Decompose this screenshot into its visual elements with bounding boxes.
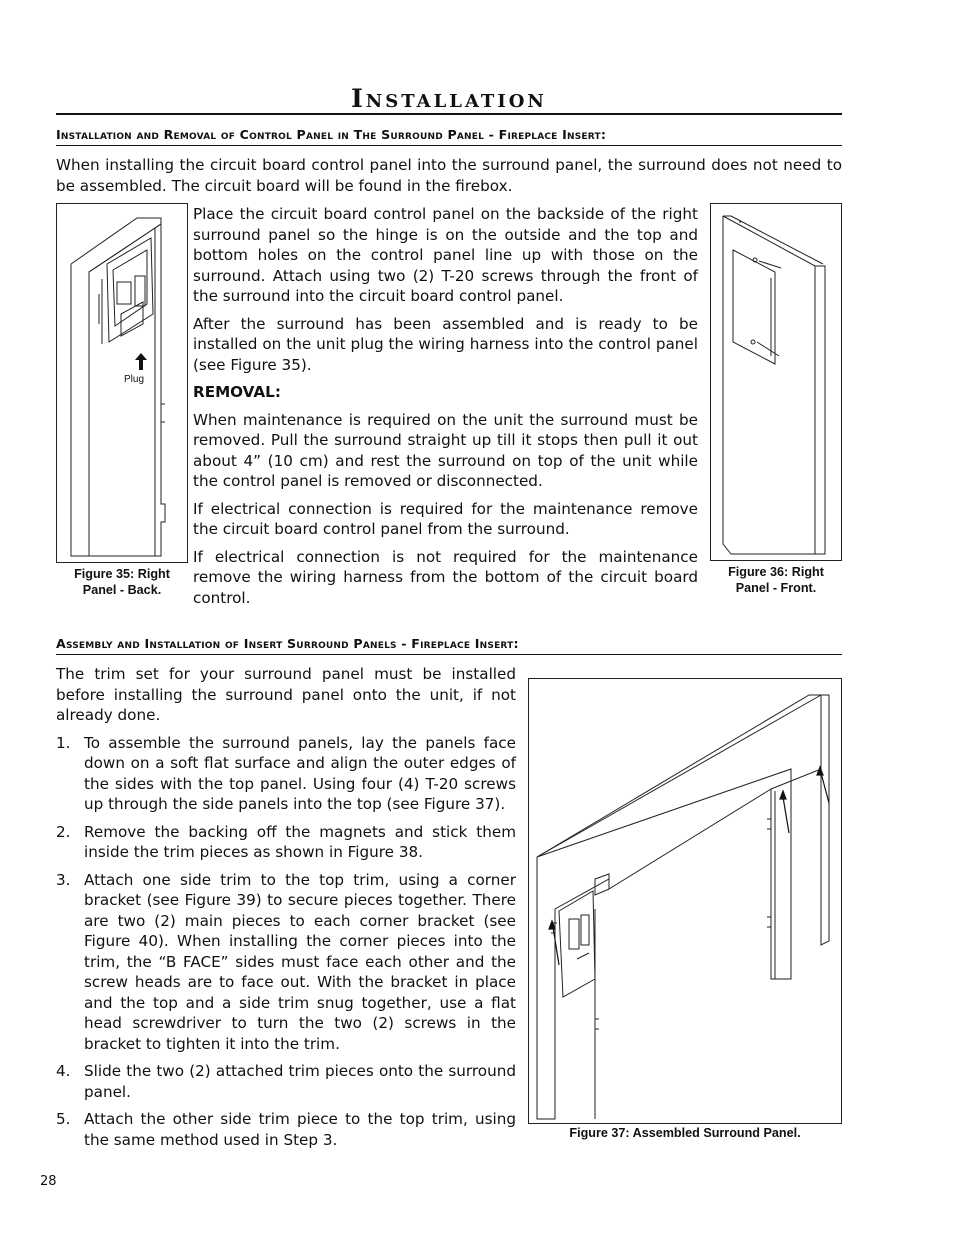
step-number: 4. <box>56 1062 71 1080</box>
step-text: Remove the backing off the magnets and stick them inside the trim pieces as shown in Figure 38. <box>84 822 516 861</box>
step-number: 3. <box>56 870 71 889</box>
section1-para5: If electrical connection is not required for the maintenance remove the wiring harness from the bottom of the circuit board control. <box>193 547 698 607</box>
step-item <box>56 1061 516 1102</box>
section2-intro: The trim set for your surround panel must be installed before installing the surround panel onto the unit, if not already done. <box>56 665 516 724</box>
section1-para3: When maintenance is required on the unit the surround must be removed. Pull the surround straight up till it stops then pull it out about 4” (10 cm) and rest the surround on top of the unit while the control panel is removed or disconnected. <box>193 410 698 490</box>
step-item <box>56 1109 516 1150</box>
assembly-steps <box>56 733 516 1151</box>
section1-rule <box>56 145 842 146</box>
section1-para2: After the surround has been assembled and is ready to be installed on the unit plug the wiring harness into the control panel (see Figure 35). <box>193 314 698 374</box>
step-number: 5. <box>56 1110 71 1128</box>
step-number: 2. <box>56 822 71 841</box>
figure-36-caption: Figure 36: Right Panel - Front. <box>728 565 824 595</box>
step-item <box>56 870 516 1055</box>
step-item <box>56 822 516 863</box>
section2-rule <box>56 654 842 655</box>
step-number: 1. <box>56 733 71 752</box>
figure-35-caption: Figure 35: Right Panel - Back. <box>74 567 170 597</box>
figure-35 <box>56 203 188 563</box>
removal-label: REMOVAL: <box>193 383 281 401</box>
figure-37 <box>528 678 842 1124</box>
step-text: Slide the two (2) attached trim pieces onto the surround panel. <box>84 1062 516 1101</box>
step-item <box>56 733 516 815</box>
section2-heading: Assembly and Installation of Insert Surround Panels - Fireplace Insert: <box>56 636 519 651</box>
page-number: 28 <box>40 1174 57 1189</box>
title-rule <box>56 113 842 115</box>
figure-37-caption: Figure 37: Assembled Surround Panel. <box>569 1126 801 1140</box>
section1-intro: When installing the circuit board control panel into the surround panel, the surround does not need to be assembled. The circuit board will be found in the firebox. <box>56 156 842 195</box>
section1-para4: If electrical connection is required for the maintenance remove the circuit board control panel from the surround. <box>193 499 698 538</box>
figure-36 <box>710 203 842 561</box>
plug-label: Plug <box>124 374 145 385</box>
step-text: Attach the other side trim piece to the top trim, using the same method used in Step 3. <box>84 1110 516 1149</box>
section1-para1: Place the circuit board control panel on the backside of the right surround panel so the hinge is on the outside and the top and bottom holes on the control panel line up with those on the surround. Attach using two (2) T-20 screws through the front of the surround into the circuit board control panel. <box>193 205 698 305</box>
page-title: Installation <box>351 84 547 113</box>
step-text: To assemble the surround panels, lay the panels face down on a soft flat surface and align the outer edges of the sides with the top panel. Using four (4) T-20 screws up through the side panels into the top (see Figure 37). <box>84 733 516 813</box>
section1-heading: Installation and Removal of Control Panel in The Surround Panel - Fireplace Insert: <box>56 127 607 142</box>
step-text: Attach one side trim to the top trim, using a corner bracket (see Figure 39) to secure pieces together. There are two (2) main pieces to each corner bracket (see Figure 40). When installing the corner pieces into the trim, the “B FACE” sides must face each other and the screw heads are to face out. With the bracket in place and the top and a side trim snug together, use a flat head screwdriver to turn the two (2) screws in the bracket to tighten it into the trim. <box>84 870 516 1053</box>
